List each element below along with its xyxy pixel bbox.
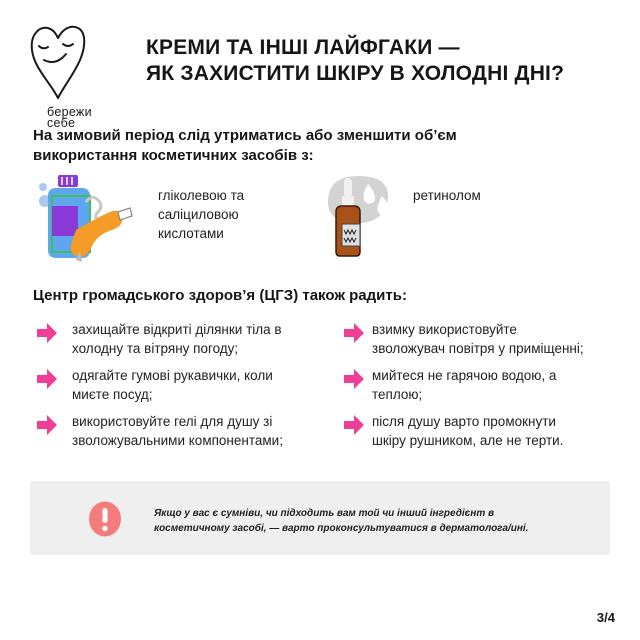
ingredient-acids-line1: гліколевою та — [158, 188, 245, 203]
advice-heading: Центр громадського здоров’я (ЦГЗ) також радить: — [33, 287, 407, 304]
list-item — [343, 366, 640, 412]
brand-name-line1: бережи — [47, 105, 92, 119]
tip-text: мийтеся не гарячою водою, а — [372, 368, 557, 383]
retinol-dropper-bottle-illustration-icon — [320, 172, 400, 262]
page-title — [146, 35, 626, 87]
cosmetic-bottles-illustration-icon — [36, 172, 146, 268]
tip-text: холодну та вітряну погоду; — [72, 341, 239, 356]
ingredient-retinol — [320, 172, 520, 272]
arrow-right-icon — [36, 368, 58, 390]
list-item — [36, 366, 336, 412]
tip-text: одягайте гумові рукавички, коли — [72, 368, 273, 383]
notice-text — [154, 506, 528, 536]
tip-text: зволожувальними компонентами; — [72, 433, 283, 448]
arrow-right-icon — [36, 322, 58, 344]
advice-list-right — [343, 320, 640, 458]
list-item — [343, 412, 640, 458]
ingredient-acids-line2: саліциловою — [158, 207, 239, 222]
intro-line2: використання косметичних засобів з: — [33, 147, 314, 164]
notice-line1: Якщо у вас є сумніви, чи підходить вам той чи інший інгредієнт в — [154, 508, 495, 519]
intro-text — [33, 126, 553, 166]
tip-text: захищайте відкриті ділянки тіла в — [72, 322, 282, 337]
notice-line2: косметичному засобі, — варто проконсультуватися в дерматолога/ині. — [154, 523, 529, 534]
tip-text: теплою; — [372, 387, 423, 402]
advice-list-left — [36, 320, 336, 458]
list-item — [36, 320, 336, 366]
ingredient-retinol-label — [413, 186, 481, 205]
arrow-right-icon — [343, 368, 365, 390]
intro-line1: На зимовий період слід утриматись або зменшити об’єм — [33, 127, 457, 144]
brand-logo — [26, 22, 96, 130]
exclamation-icon — [88, 501, 122, 537]
brand-name-line2: себе — [47, 116, 76, 130]
list-item — [343, 320, 640, 366]
smiling-heart-icon — [28, 22, 88, 102]
ingredient-acids — [36, 172, 296, 272]
ingredient-acids-label — [158, 186, 244, 243]
tip-text: використовуйте гелі для душу зі — [72, 414, 273, 429]
arrow-right-icon — [36, 414, 58, 436]
ingredient-retinol-line1: ретинолом — [413, 188, 481, 203]
title-line1: КРЕМИ ТА ІНШІ ЛАЙФГАКИ — — [146, 36, 460, 59]
arrow-right-icon — [343, 414, 365, 436]
tip-text: шкіру рушником, але не терти. — [372, 433, 564, 448]
tip-text: взимку використовуйте — [372, 322, 517, 337]
title-line2: ЯК ЗАХИСТИТИ ШКІРУ В ХОЛОДНІ ДНІ? — [146, 62, 565, 85]
tip-text: після душу варто промокнути — [372, 414, 556, 429]
notice-box — [30, 481, 610, 555]
page-indicator: 3/4 — [596, 610, 615, 625]
arrow-right-icon — [343, 322, 365, 344]
ingredient-acids-line3: кислотами — [158, 226, 224, 241]
tip-text: миєте посуд; — [72, 387, 153, 402]
tip-text: зволожувач повітря у приміщенні; — [372, 341, 584, 356]
list-item — [36, 412, 336, 458]
